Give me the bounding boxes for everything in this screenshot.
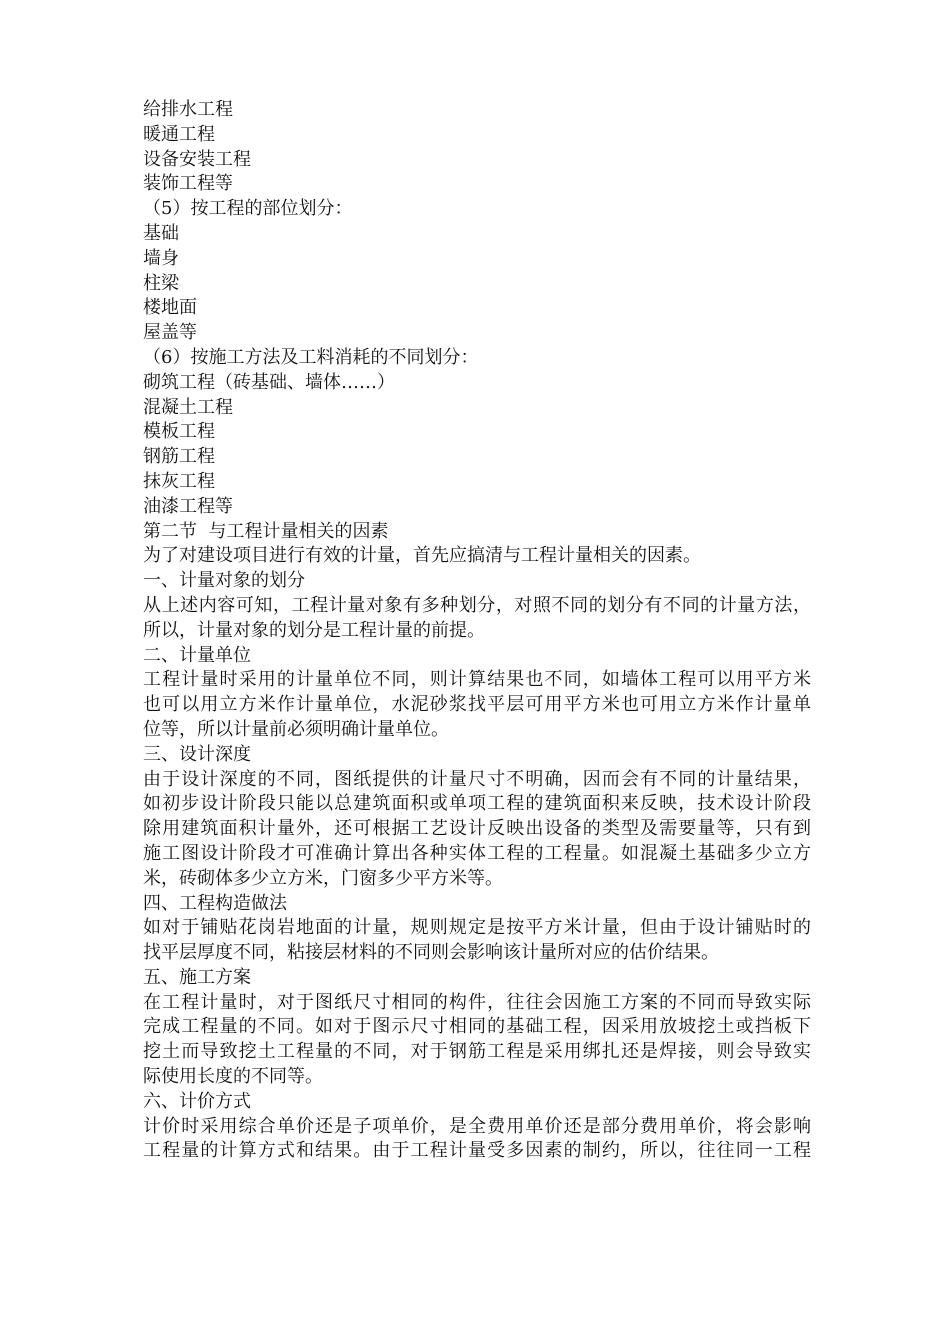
paragraph-1 bbox=[143, 594, 811, 644]
list-item: 给排水工程 bbox=[143, 99, 233, 120]
list-item: 柱梁 bbox=[143, 272, 179, 294]
paragraph-line: 完成工程量的不同。如对于图示尺寸相同的基础工程，因采用放坡挖土或挡板下 bbox=[143, 1016, 811, 1038]
list-item: 钢筋工程 bbox=[143, 446, 215, 468]
list-item: 抹灰工程 bbox=[143, 470, 215, 492]
paragraph-line: 如初步设计阶段只能以总建筑面积或单项工程的建筑面积来反映，技术设计阶段 bbox=[143, 793, 811, 815]
paragraph-line: 从上述内容可知，工程计量对象有多种划分，对照不同的划分有不同的计量方法， bbox=[143, 594, 811, 616]
paragraph-line: 计价时采用综合单价还是子项单价，是全费用单价还是部分费用单价，将会影响 bbox=[143, 1115, 811, 1137]
heading-5: 五、施工方案 bbox=[143, 966, 251, 988]
paragraph-line: 除用建筑面积计量外，还可根据工艺设计反映出设备的类型及需要量等，只有到 bbox=[143, 818, 811, 840]
paragraph-line: 由于设计深度的不同，图纸提供的计量尺寸不明确，因而会有不同的计量结果， bbox=[143, 768, 811, 790]
list-item: 砌筑工程（砖基础、墙体……） bbox=[143, 371, 395, 393]
paragraph-4 bbox=[143, 916, 811, 966]
paragraph-line: 如对于铺贴花岗岩地面的计量，规则规定是按平方米计量，但由于设计铺贴时的 bbox=[143, 917, 811, 939]
heading-4: 四、工程构造做法 bbox=[143, 892, 287, 914]
list-heading: （6）按施工方法及工料消耗的不同划分： bbox=[143, 346, 479, 368]
section-intro: 为了对建设项目进行有效的计量，首先应搞清与工程计量相关的因素。 bbox=[143, 545, 701, 567]
list-item: 楼地面 bbox=[143, 297, 197, 319]
heading-6: 六、计价方式 bbox=[143, 1090, 251, 1112]
paragraph-line: 工程计量时采用的计量单位不同，则计算结果也不同，如墙体工程可以用平方米 bbox=[143, 669, 811, 691]
list-item: 基础 bbox=[143, 222, 179, 244]
list-heading: （5）按工程的部位划分： bbox=[143, 198, 353, 220]
paragraph-line: 施工图设计阶段才可准确计算出各种实体工程的工程量。如混凝土基础多少立方 bbox=[143, 842, 811, 864]
paragraph-line: 挖土而导致挖土工程量的不同，对于钢筋工程是采用绑扎还是焊接，则会导致实 bbox=[143, 1041, 811, 1063]
paragraph-line: 在工程计量时，对于图纸尺寸相同的构件，往往会因施工方案的不同而导致实际 bbox=[143, 991, 811, 1013]
list-item: 模板工程 bbox=[143, 421, 215, 443]
paragraph-line: 也可以用立方米作计量单位，水泥砂浆找平层可用平方米也可用立方米作计量单 bbox=[143, 694, 811, 716]
paragraph-2 bbox=[143, 668, 811, 742]
paragraph-line: 所以，计量对象的划分是工程计量的前提。 bbox=[143, 619, 485, 641]
paragraph-line: 米，砖砌体多少立方米，门窗多少平方米等。 bbox=[143, 867, 503, 889]
paragraph-line: 位等，所以计量前必须明确计量单位。 bbox=[143, 718, 449, 740]
section-title: 第二节 与工程计量相关的因素 bbox=[143, 520, 389, 542]
list-item: 装饰工程等 bbox=[143, 173, 233, 195]
list-item: 混凝土工程 bbox=[143, 396, 233, 418]
list-item: 油漆工程等 bbox=[143, 495, 233, 517]
list-item: 墙身 bbox=[143, 247, 179, 269]
heading-2: 二、计量单位 bbox=[143, 644, 251, 666]
paragraph-line: 际使用长度的不同等。 bbox=[143, 1066, 323, 1088]
list-item: 设备安装工程 bbox=[143, 148, 251, 170]
paragraph-3 bbox=[143, 768, 811, 892]
paragraph-6 bbox=[143, 1115, 811, 1165]
paragraph-line: 找平层厚度不同，粘接层材料的不同则会影响该计量所对应的估价结果。 bbox=[143, 942, 719, 964]
heading-1: 一、计量对象的划分 bbox=[143, 570, 305, 592]
document-page bbox=[143, 98, 811, 1164]
paragraph-line: 工程量的计算方式和结果。由于工程计量受多因素的制约，所以，往往同一工程 bbox=[143, 1140, 811, 1162]
paragraph-5 bbox=[143, 991, 811, 1090]
list-item: 屋盖等 bbox=[143, 322, 197, 344]
list-item: 暖通工程 bbox=[143, 123, 215, 145]
heading-3: 三、设计深度 bbox=[143, 743, 251, 765]
